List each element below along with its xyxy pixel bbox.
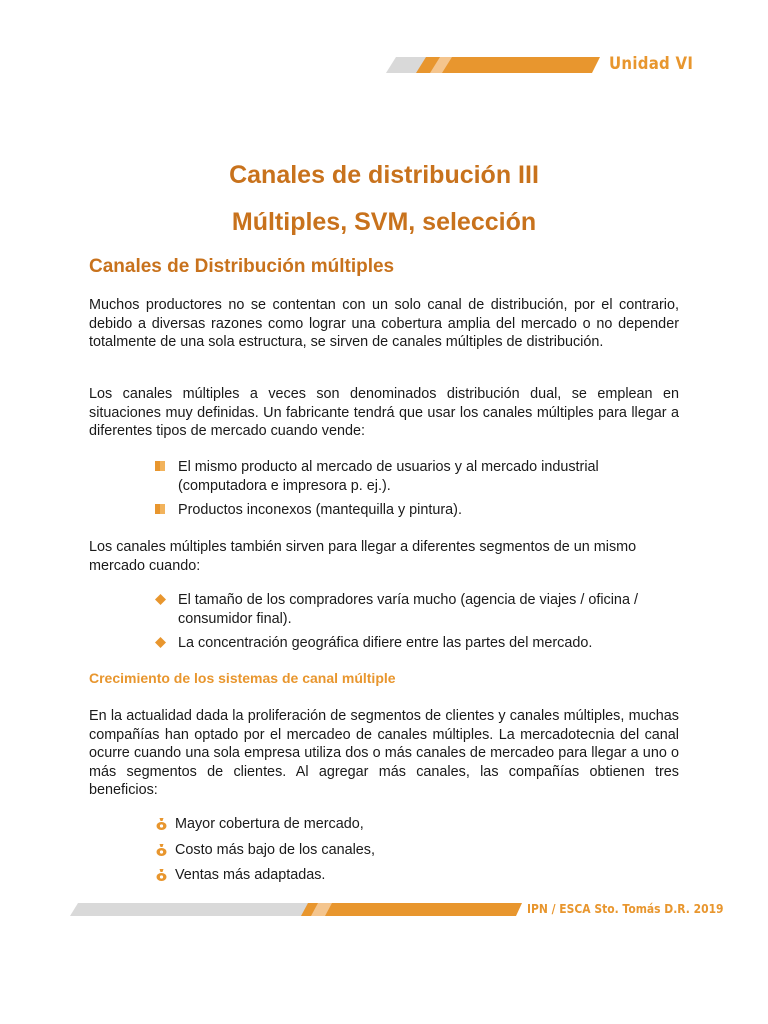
list-item	[155, 866, 535, 885]
list-item	[155, 634, 675, 653]
list-item-text: Mayor cobertura de mercado,	[175, 816, 364, 832]
diamond-bullet-icon	[155, 637, 166, 648]
market-types-list	[155, 458, 675, 526]
page-title: Canales de distribución III	[229, 161, 539, 189]
footer-credit: IPN / ESCA Sto. Tomás D.R. 2019	[527, 901, 724, 916]
section-heading-multiple-channels: Canales de Distribución múltiples	[89, 256, 395, 277]
square-bullet-icon	[155, 504, 165, 514]
section-heading-growth: Crecimiento de los sistemas de canal múltiple	[89, 670, 396, 686]
list-item-text: El mismo producto al mercado de usuarios y al mercado industrial (computadora e impresora p. ej.).	[178, 459, 599, 494]
diamond-bullet-icon	[155, 594, 166, 605]
list-item	[155, 815, 535, 834]
list-item-text: Productos inconexos (mantequilla y pintura).	[178, 502, 462, 518]
list-item	[155, 841, 535, 860]
unit-label: Unidad VI	[609, 54, 694, 74]
paragraph-dual-distribution: Los canales múltiples a veces son denominados distribución dual, se emplean en situaciones muy definidas. Un fabricante tendrá que usar los canales múltiples para llegar a diferentes tipos de mercado cuando vende:	[89, 386, 679, 439]
page-subtitle: Múltiples, SVM, selección	[231, 208, 537, 236]
paragraph-growth: En la actualidad dada la proliferación de segmentos de clientes y canales múltiples, muchas compañías han optado por el mercadeo de canales múltiples. La mercadotecnia del canal ocurre cuando una sola empresa utiliza dos o más canales de mercadeo para llegar a uno o más segmentos de clientes. Al agregar más canales, las compañías obtienen tres beneficios:	[89, 708, 679, 798]
square-bullet-icon	[155, 461, 165, 471]
list-item-text: El tamaño de los compradores varía mucho (agencia de viajes / oficina / consumidor final).	[178, 592, 638, 627]
list-item-text: La concentración geográfica difiere entre las partes del mercado.	[178, 635, 593, 651]
paragraph-segments: Los canales múltiples también sirven para llegar a diferentes segmentos de un mismo mercado cuando:	[89, 539, 637, 574]
list-item	[155, 591, 675, 628]
list-item-text: Costo más bajo de los canales,	[175, 841, 375, 858]
list-item	[155, 458, 675, 495]
benefits-list	[155, 815, 535, 892]
list-item-text: Ventas más adaptadas.	[175, 867, 326, 883]
money-bag-icon	[156, 869, 167, 881]
header-stripe-decoration	[386, 57, 600, 73]
segment-conditions-list	[155, 591, 675, 659]
footer-stripe-decoration	[70, 903, 522, 916]
money-bag-icon	[156, 844, 167, 856]
money-bag-icon	[156, 818, 167, 830]
paragraph-intro: Muchos productores no se contentan con un solo canal de distribución, por el contrario, debido a diversas razones como lograr una cobertura amplia del mercado o no depender totalmente de una sola estructura, se sirven de canales múltiples de distribución.	[89, 297, 679, 350]
list-item	[155, 501, 675, 520]
